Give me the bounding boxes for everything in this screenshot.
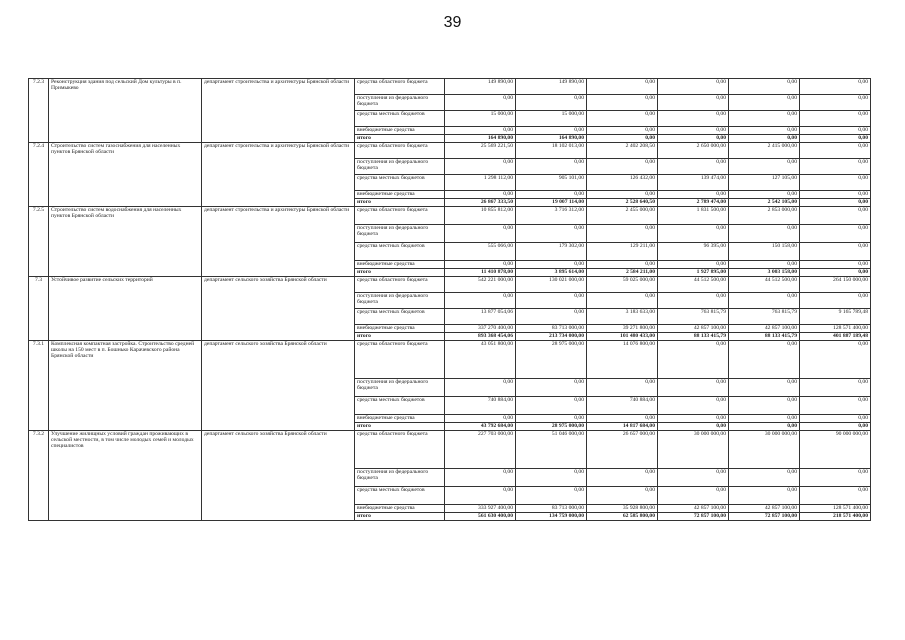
amount-cell: 0,00 xyxy=(445,225,516,243)
amount-cell: 218 571 400,00 xyxy=(800,513,871,521)
amount-cell: 130 021 000,00 xyxy=(516,277,587,293)
amount-cell: 3 183 633,00 xyxy=(587,309,658,325)
funding-source: внебюджетные средства xyxy=(355,127,445,135)
table-row xyxy=(29,79,871,95)
activity-name: Реконструкция здания под сельский Дом культуры в п. Примыкево xyxy=(49,79,202,143)
funding-source: средства областного бюджета xyxy=(355,341,445,379)
amount-cell: 11 410 878,00 xyxy=(445,269,516,277)
amount-cell: 0,00 xyxy=(587,293,658,309)
amount-cell: 0,00 xyxy=(800,159,871,175)
funding-source: средства областного бюджета xyxy=(355,277,445,293)
amount-cell: 0,00 xyxy=(587,95,658,111)
amount-cell: 2 650 000,00 xyxy=(658,143,729,159)
funding-source: итого xyxy=(355,513,445,521)
amount-cell: 88 133 415,79 xyxy=(658,333,729,341)
funding-source: средства местных бюджетов xyxy=(355,175,445,191)
amount-cell: 30 000 000,00 xyxy=(729,431,800,469)
amount-cell: 0,00 xyxy=(587,111,658,127)
amount-cell: 0,00 xyxy=(800,135,871,143)
funding-source: средства областного бюджета xyxy=(355,207,445,225)
amount-cell: 0,00 xyxy=(658,191,729,199)
amount-cell: 542 221 000,00 xyxy=(445,277,516,293)
amount-cell: 2 528 640,50 xyxy=(587,199,658,207)
amount-cell: 72 857 100,00 xyxy=(658,513,729,521)
amount-cell: 0,00 xyxy=(445,127,516,135)
amount-cell: 0,00 xyxy=(800,143,871,159)
amount-cell: 0,00 xyxy=(445,379,516,397)
amount-cell: 83 713 000,00 xyxy=(516,505,587,513)
amount-cell: 44 512 500,00 xyxy=(658,277,729,293)
amount-cell: 30 000 000,00 xyxy=(658,431,729,469)
amount-cell: 179 302,00 xyxy=(516,243,587,261)
amount-cell: 0,00 xyxy=(516,261,587,269)
amount-cell: 0,00 xyxy=(729,487,800,505)
amount-cell: 0,00 xyxy=(587,79,658,95)
amount-cell: 0,00 xyxy=(658,423,729,431)
amount-cell: 740 884,00 xyxy=(445,397,516,415)
amount-cell: 0,00 xyxy=(658,159,729,175)
funding-source: внебюджетные средства xyxy=(355,325,445,333)
amount-cell: 0,00 xyxy=(658,261,729,269)
amount-cell: 2 789 474,00 xyxy=(658,199,729,207)
executor-name: департамент строительства и архитектуры Брянской области xyxy=(202,207,355,277)
amount-cell: 0,00 xyxy=(729,159,800,175)
amount-cell: 0,00 xyxy=(587,487,658,505)
amount-cell: 88 133 415,79 xyxy=(729,333,800,341)
funding-source: итого xyxy=(355,135,445,143)
amount-cell: 0,00 xyxy=(729,397,800,415)
amount-cell: 763 815,79 xyxy=(658,309,729,325)
amount-cell: 72 857 100,00 xyxy=(729,513,800,521)
amount-cell: 0,00 xyxy=(729,293,800,309)
amount-cell: 2 455 000,00 xyxy=(587,207,658,225)
amount-cell: 139 474,00 xyxy=(658,175,729,191)
amount-cell: 893 368 454,06 xyxy=(445,333,516,341)
amount-cell: 0,00 xyxy=(729,135,800,143)
activity-name: Строительство систем газоснабжения для населенных пунктов Брянской области xyxy=(49,143,202,207)
amount-cell: 134 759 000,00 xyxy=(516,513,587,521)
activity-name: Комплексная компактная застройка. Строительство средней школы на 150 мест в п. Бошнько Карачевского района Брянской области xyxy=(49,341,202,431)
funding-source: средства областного бюджета xyxy=(355,143,445,159)
table-row xyxy=(29,277,871,293)
amount-cell: 2 415 000,00 xyxy=(729,143,800,159)
executor-name: департамент строительства и архитектуры Брянской области xyxy=(202,143,355,207)
amount-cell: 0,00 xyxy=(729,341,800,379)
amount-cell: 0,00 xyxy=(658,293,729,309)
funding-source: средства областного бюджета xyxy=(355,79,445,95)
amount-cell: 42 857 100,00 xyxy=(658,325,729,333)
amount-cell: 0,00 xyxy=(587,135,658,143)
amount-cell: 0,00 xyxy=(729,225,800,243)
amount-cell: 150 158,00 xyxy=(729,243,800,261)
amount-cell: 763 815,79 xyxy=(729,309,800,325)
amount-cell: 0,00 xyxy=(800,243,871,261)
funding-source: средства местных бюджетов xyxy=(355,397,445,415)
amount-cell: 0,00 xyxy=(658,341,729,379)
amount-cell: 0,00 xyxy=(445,415,516,423)
amount-cell: 0,00 xyxy=(516,191,587,199)
table-row xyxy=(29,341,871,379)
amount-cell: 14 817 684,00 xyxy=(587,423,658,431)
funding-source: поступления из федерального бюджета xyxy=(355,95,445,111)
amount-cell: 3 003 158,00 xyxy=(729,269,800,277)
amount-cell: 227 703 000,00 xyxy=(445,431,516,469)
amount-cell: 42 857 100,00 xyxy=(658,505,729,513)
funding-source: итого xyxy=(355,269,445,277)
amount-cell: 2 402 208,50 xyxy=(587,143,658,159)
amount-cell: 19 007 114,00 xyxy=(516,199,587,207)
amount-cell: 0,00 xyxy=(516,159,587,175)
amount-cell: 0,00 xyxy=(800,111,871,127)
amount-cell: 0,00 xyxy=(800,175,871,191)
amount-cell: 0,00 xyxy=(729,379,800,397)
amount-cell: 10 855 812,00 xyxy=(445,207,516,225)
amount-cell: 0,00 xyxy=(587,379,658,397)
amount-cell: 0,00 xyxy=(800,415,871,423)
amount-cell: 0,00 xyxy=(587,415,658,423)
amount-cell: 26 867 333,50 xyxy=(445,199,516,207)
amount-cell: 0,00 xyxy=(729,191,800,199)
amount-cell: 0,00 xyxy=(445,261,516,269)
funding-source: средства местных бюджетов xyxy=(355,309,445,325)
funding-source: средства местных бюджетов xyxy=(355,111,445,127)
amount-cell: 0,00 xyxy=(516,469,587,487)
amount-cell: 0,00 xyxy=(516,397,587,415)
row-code: 7.3 xyxy=(29,277,49,341)
row-code: 7.2.3 xyxy=(29,79,49,143)
amount-cell: 0,00 xyxy=(800,269,871,277)
activity-name: Устойчивое развитие сельских территорий xyxy=(49,277,202,341)
amount-cell: 0,00 xyxy=(729,95,800,111)
amount-cell: 90 000 000,00 xyxy=(800,431,871,469)
amount-cell: 0,00 xyxy=(658,487,729,505)
amount-cell: 14 076 800,00 xyxy=(587,341,658,379)
amount-cell: 26 657 000,00 xyxy=(587,431,658,469)
amount-cell: 0,00 xyxy=(658,415,729,423)
amount-cell: 0,00 xyxy=(658,79,729,95)
amount-cell: 0,00 xyxy=(729,127,800,135)
amount-cell: 0,00 xyxy=(800,199,871,207)
amount-cell: 0,00 xyxy=(800,487,871,505)
amount-cell: 0,00 xyxy=(800,79,871,95)
amount-cell: 0,00 xyxy=(587,261,658,269)
funding-source: поступления из федерального бюджета xyxy=(355,225,445,243)
amount-cell: 39 271 800,00 xyxy=(587,325,658,333)
amount-cell: 9 165 789,48 xyxy=(800,309,871,325)
funding-source: средства местных бюджетов xyxy=(355,243,445,261)
amount-cell: 1 831 500,00 xyxy=(658,207,729,225)
amount-cell: 28 975 000,00 xyxy=(516,341,587,379)
amount-cell: 0,00 xyxy=(516,95,587,111)
amount-cell: 0,00 xyxy=(516,127,587,135)
activity-name: Улучшение жилищных условий граждан проживающих в сельской местности, в том числе молодых семей и молодых специалистов xyxy=(49,431,202,521)
amount-cell: 96 395,00 xyxy=(658,243,729,261)
amount-cell: 0,00 xyxy=(800,469,871,487)
executor-name: департамент строительства и архитектуры Брянской области xyxy=(202,79,355,143)
amount-cell: 0,00 xyxy=(587,469,658,487)
funding-source: поступления из федерального бюджета xyxy=(355,293,445,309)
amount-cell: 0,00 xyxy=(516,293,587,309)
amount-cell: 43 051 800,00 xyxy=(445,341,516,379)
amount-cell: 0,00 xyxy=(516,379,587,397)
amount-cell: 0,00 xyxy=(516,415,587,423)
amount-cell: 44 512 500,00 xyxy=(729,277,800,293)
amount-cell: 0,00 xyxy=(800,261,871,269)
amount-cell: 42 857 100,00 xyxy=(729,505,800,513)
amount-cell: 0,00 xyxy=(516,487,587,505)
amount-cell: 0,00 xyxy=(800,423,871,431)
amount-cell: 0,00 xyxy=(658,111,729,127)
funding-source: средства областного бюджета xyxy=(355,431,445,469)
funding-source: поступления из федерального бюджета xyxy=(355,159,445,175)
amount-cell: 0,00 xyxy=(729,111,800,127)
amount-cell: 1 298 112,00 xyxy=(445,175,516,191)
amount-cell: 213 734 000,00 xyxy=(516,333,587,341)
funding-source: поступления из федерального бюджета xyxy=(355,379,445,397)
amount-cell: 905 101,00 xyxy=(516,175,587,191)
amount-cell: 0,00 xyxy=(445,191,516,199)
funding-source: итого xyxy=(355,333,445,341)
funding-source: внебюджетные средства xyxy=(355,505,445,513)
amount-cell: 264 150 000,00 xyxy=(800,277,871,293)
amount-cell: 0,00 xyxy=(800,207,871,225)
amount-cell: 62 585 800,00 xyxy=(587,513,658,521)
amount-cell: 0,00 xyxy=(516,225,587,243)
funding-source: итого xyxy=(355,199,445,207)
amount-cell: 51 046 000,00 xyxy=(516,431,587,469)
amount-cell: 25 569 221,50 xyxy=(445,143,516,159)
amount-cell: 3 895 614,00 xyxy=(516,269,587,277)
activity-name: Строительство систем водоснабжения для населенных пунктов Брянской области xyxy=(49,207,202,277)
amount-cell: 0,00 xyxy=(658,135,729,143)
amount-cell: 337 270 400,00 xyxy=(445,325,516,333)
funding-source: внебюджетные средства xyxy=(355,191,445,199)
amount-cell: 127 105,00 xyxy=(729,175,800,191)
amount-cell: 101 480 433,00 xyxy=(587,333,658,341)
amount-cell: 0,00 xyxy=(658,127,729,135)
funding-source: средства местных бюджетов xyxy=(355,487,445,505)
amount-cell: 0,00 xyxy=(658,225,729,243)
funding-source: поступления из федерального бюджета xyxy=(355,469,445,487)
funding-source: итого xyxy=(355,423,445,431)
amount-cell: 0,00 xyxy=(800,191,871,199)
amount-cell: 164 890,00 xyxy=(516,135,587,143)
row-code: 7.2.4 xyxy=(29,143,49,207)
executor-name: департамент сельского хозяйства Брянской области xyxy=(202,341,355,431)
amount-cell: 0,00 xyxy=(658,397,729,415)
executor-name: департамент сельского хозяйства Брянской области xyxy=(202,277,355,341)
amount-cell: 15 000,00 xyxy=(445,111,516,127)
table-row xyxy=(29,143,871,159)
amount-cell: 0,00 xyxy=(658,469,729,487)
amount-cell: 0,00 xyxy=(587,225,658,243)
amount-cell: 129 211,00 xyxy=(587,243,658,261)
amount-cell: 35 928 800,00 xyxy=(587,505,658,513)
amount-cell: 1 927 895,00 xyxy=(658,269,729,277)
amount-cell: 0,00 xyxy=(729,423,800,431)
amount-cell: 149 890,00 xyxy=(516,79,587,95)
amount-cell: 149 890,00 xyxy=(445,79,516,95)
amount-cell: 0,00 xyxy=(800,379,871,397)
amount-cell: 0,00 xyxy=(800,127,871,135)
budget-table xyxy=(28,78,871,521)
amount-cell: 42 857 100,00 xyxy=(729,325,800,333)
amount-cell: 555 066,00 xyxy=(445,243,516,261)
amount-cell: 28 975 000,00 xyxy=(516,423,587,431)
amount-cell: 740 884,00 xyxy=(587,397,658,415)
amount-cell: 128 571 400,00 xyxy=(800,505,871,513)
amount-cell: 0,00 xyxy=(658,95,729,111)
amount-cell: 0,00 xyxy=(800,397,871,415)
amount-cell: 2 542 105,00 xyxy=(729,199,800,207)
row-code: 7.2.5 xyxy=(29,207,49,277)
amount-cell: 0,00 xyxy=(445,95,516,111)
amount-cell: 561 630 400,00 xyxy=(445,513,516,521)
amount-cell: 83 713 000,00 xyxy=(516,325,587,333)
amount-cell: 0,00 xyxy=(587,191,658,199)
amount-cell: 0,00 xyxy=(445,293,516,309)
amount-cell: 2 584 211,00 xyxy=(587,269,658,277)
amount-cell: 0,00 xyxy=(587,159,658,175)
funding-source: внебюджетные средства xyxy=(355,415,445,423)
row-code: 7.3.1 xyxy=(29,341,49,431)
amount-cell: 164 890,00 xyxy=(445,135,516,143)
amount-cell: 3 716 312,00 xyxy=(516,207,587,225)
amount-cell: 0,00 xyxy=(800,341,871,379)
amount-cell: 18 102 013,00 xyxy=(516,143,587,159)
amount-cell: 401 887 189,48 xyxy=(800,333,871,341)
funding-source: внебюджетные средства xyxy=(355,261,445,269)
amount-cell: 0,00 xyxy=(800,95,871,111)
table-row xyxy=(29,431,871,469)
page-number: 39 xyxy=(443,14,462,31)
table-row xyxy=(29,207,871,225)
amount-cell: 128 571 400,00 xyxy=(800,325,871,333)
amount-cell: 0,00 xyxy=(729,79,800,95)
amount-cell: 126 432,00 xyxy=(587,175,658,191)
amount-cell: 2 853 000,00 xyxy=(729,207,800,225)
amount-cell: 0,00 xyxy=(445,487,516,505)
amount-cell: 0,00 xyxy=(800,225,871,243)
amount-cell: 13 877 054,06 xyxy=(445,309,516,325)
amount-cell: 0,00 xyxy=(516,309,587,325)
row-code: 7.3.2 xyxy=(29,431,49,521)
amount-cell: 0,00 xyxy=(729,261,800,269)
amount-cell: 0,00 xyxy=(658,379,729,397)
amount-cell: 15 000,00 xyxy=(516,111,587,127)
amount-cell: 43 792 684,00 xyxy=(445,423,516,431)
amount-cell: 0,00 xyxy=(729,415,800,423)
amount-cell: 333 927 400,00 xyxy=(445,505,516,513)
amount-cell: 0,00 xyxy=(729,469,800,487)
amount-cell: 0,00 xyxy=(800,293,871,309)
amount-cell: 59 025 000,00 xyxy=(587,277,658,293)
amount-cell: 0,00 xyxy=(445,159,516,175)
amount-cell: 0,00 xyxy=(445,469,516,487)
amount-cell: 0,00 xyxy=(587,127,658,135)
executor-name: департамент сельского хозяйства Брянской области xyxy=(202,431,355,521)
